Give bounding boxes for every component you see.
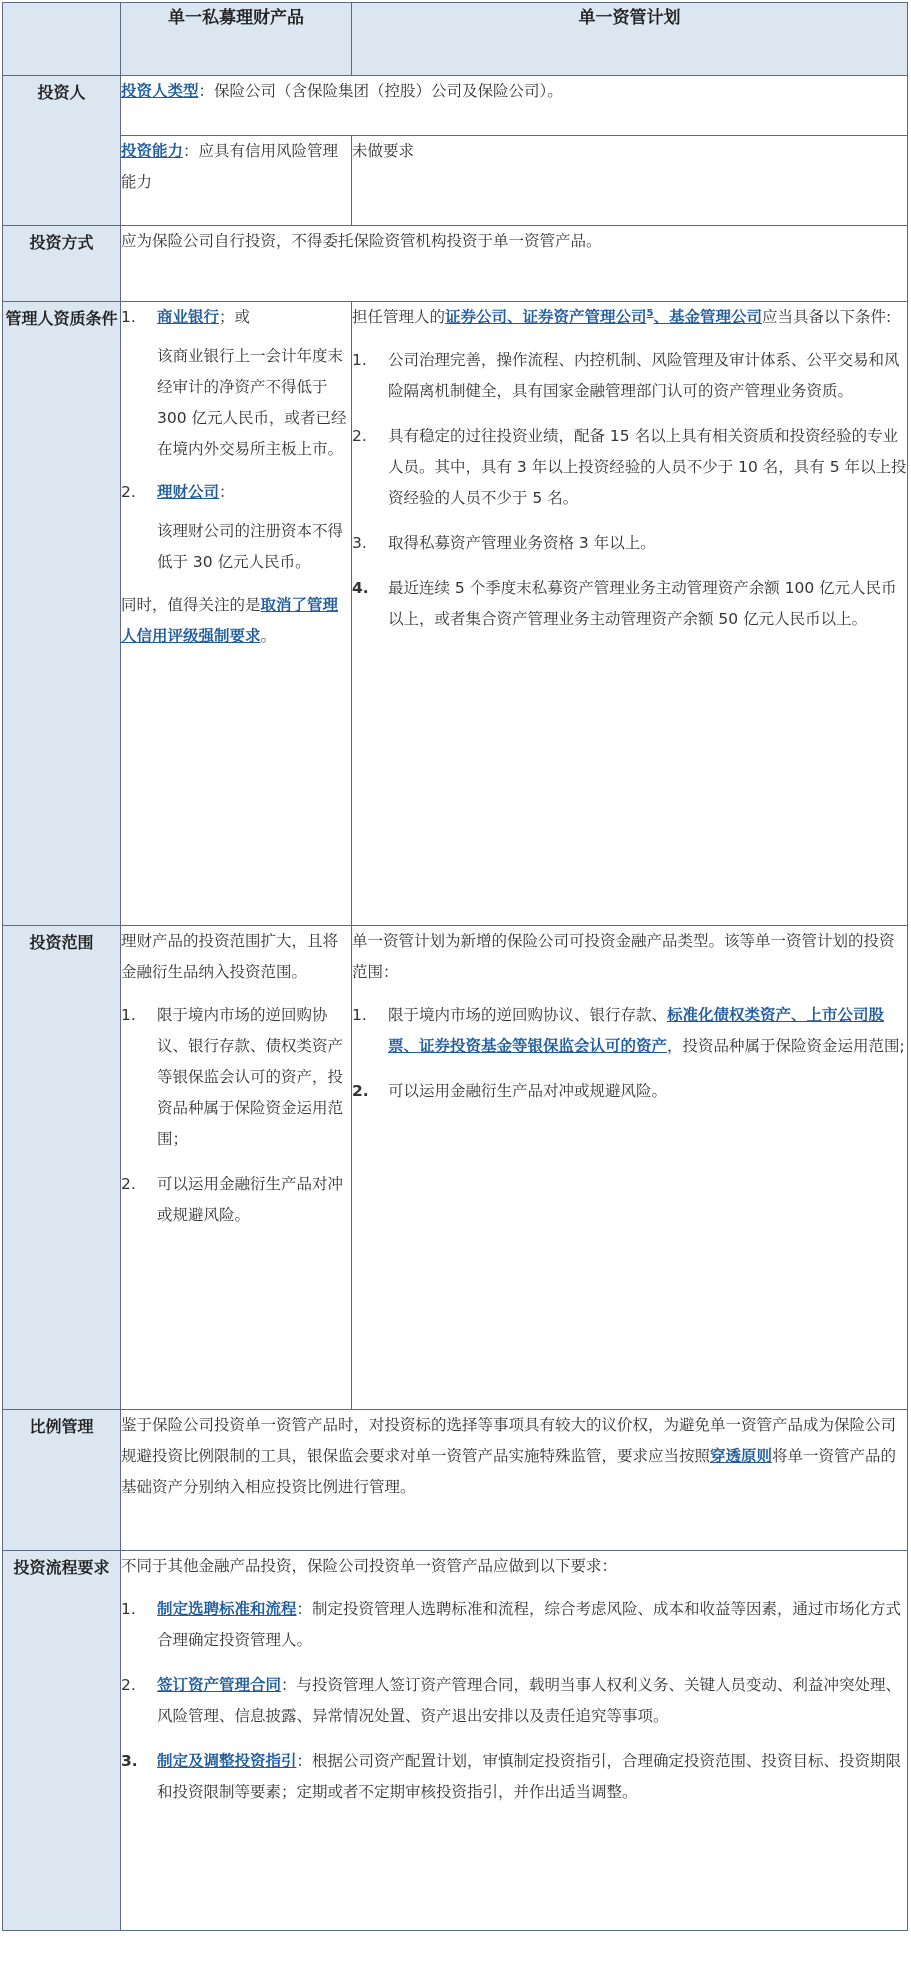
bank-detail: 该商业银行上一会计年度末经审计的净资产不得低于 300 亿元人民币，或者已经在境内外交易所主板上市。	[157, 347, 347, 458]
list-text	[157, 1670, 907, 1732]
list-number: 2.	[352, 1082, 369, 1100]
list-number: 2.	[121, 1676, 136, 1694]
ratio-text: 鉴于保险公司投资单一资管产品时，对投资标的选择等事项具有较大的议价权，为避免单一资管产品成为保险公司规避投资比例限制的工具，银保监会要求对单一资管产品实施特殊监管，要求应当按照	[121, 1416, 897, 1465]
investor-ability-text: ：应具有信用风险管理能力	[121, 142, 339, 191]
list-text	[157, 1594, 907, 1656]
list-number: 4.	[352, 579, 369, 597]
list-text: 最近连续 5 个季度末私募资产管理业务主动管理资产余额 100 亿元人民币以上，或者集合资产管理业务主动管理资产余额 50 亿元人民币以上。	[388, 579, 897, 628]
list-number: 1.	[121, 1600, 136, 1618]
list-text: 可以运用金融衍生产品对冲或规避风险。	[157, 1175, 344, 1224]
selection-standard-link[interactable]: 制定选聘标准和流程	[157, 1600, 297, 1618]
method-label: 投资方式	[3, 226, 121, 302]
investor-ability-row	[3, 136, 908, 226]
intro-text: 担任管理人的	[352, 308, 446, 326]
list-number: 2.	[352, 427, 367, 445]
process-list	[121, 1594, 907, 1808]
list-item	[352, 1000, 907, 1062]
investor-label: 投资人	[3, 76, 121, 226]
fund-manager-link[interactable]: 、基金管理公司	[653, 308, 763, 326]
list-text: 可以运用金融衍生产品对冲或规避风险。	[388, 1082, 668, 1100]
list-text	[157, 1746, 907, 1808]
wealth-company-link[interactable]: 理财公司	[157, 483, 220, 501]
scope-a-list	[121, 1000, 351, 1231]
list-number: 3.	[352, 534, 367, 552]
list-item	[121, 1169, 351, 1231]
list-item	[352, 528, 907, 559]
footnote-marker[interactable]: 5	[646, 307, 654, 319]
manager-label: 管理人资质条件	[3, 302, 121, 926]
list-item	[352, 1076, 907, 1107]
list-text	[388, 1000, 907, 1062]
scope-b-list	[352, 1000, 907, 1107]
ratio-row	[3, 1410, 908, 1551]
ratio-text-end: 将单一资管产品的基础资产分别纳入相应投资比例进行管理。	[121, 1447, 897, 1496]
penetration-principle-link[interactable]: 穿透原则	[710, 1447, 773, 1465]
scope-row	[3, 926, 908, 1410]
process-cell	[121, 1551, 908, 1931]
scope-label: 投资范围	[3, 926, 121, 1410]
list-suffix: ；或	[219, 308, 251, 326]
investor-row	[3, 76, 908, 136]
securities-link[interactable]: 证券公司、证券资产管理公司	[445, 308, 647, 326]
list-item	[352, 421, 907, 514]
method-row	[3, 226, 908, 302]
list-number: 2.	[121, 1175, 136, 1193]
manager-b-intro	[352, 302, 907, 333]
list-number: 1.	[352, 1006, 367, 1024]
list-item	[352, 573, 907, 635]
process-text: ：根据公司资产配置计划，审慎制定投资指引，合理确定投资范围、投资目标、投资期限和投资限制等要素；定期或者不定期审核投资指引，并作出适当调整。	[157, 1752, 902, 1801]
manager-a-item-1	[121, 302, 351, 465]
list-item	[121, 1746, 907, 1808]
list-item	[352, 345, 907, 407]
scope-b-intro: 单一资管计划为新增的保险公司可投资金融产品类型。该等单一资管计划的投资范围：	[352, 932, 895, 981]
investor-ability-link[interactable]: 投资能力	[121, 142, 184, 160]
header-corner	[3, 3, 121, 76]
investment-guide-link[interactable]: 制定及调整投资指引	[157, 1752, 297, 1770]
list-item	[121, 1594, 907, 1656]
investor-type-text: ：保险公司（含保险集团（控股）公司及保险公司）。	[198, 82, 563, 100]
list-suffix: ：	[219, 483, 235, 501]
header-row	[3, 3, 908, 76]
investor-type-cell	[121, 76, 908, 136]
list-item	[121, 1670, 907, 1732]
list-number: 2.	[121, 483, 136, 501]
manager-b-list	[352, 345, 907, 635]
method-text: 应为保险公司自行投资，不得委托保险资管机构投资于单一资管产品。	[121, 226, 908, 302]
scope-text-end: ，投资品种属于保险资金运用范围;	[667, 1037, 905, 1055]
bank-link[interactable]: 商业银行	[157, 308, 220, 326]
comparison-table	[2, 2, 908, 1931]
manager-cell-a	[121, 302, 352, 926]
note-text: 同时，值得关注的是	[121, 596, 261, 614]
process-text: ：制定投资管理人选聘标准和流程，综合考虑风险、成本和收益等因素，通过市场化方式合理确定投资管理人。	[157, 1600, 902, 1649]
wealth-company-detail: 该理财公司的注册资本不得低于 30 亿元人民币。	[157, 522, 344, 571]
investor-ability-cell-a	[121, 136, 352, 226]
list-number: 1.	[352, 351, 367, 369]
list-number: 1.	[121, 1006, 136, 1024]
list-text: 取得私募资产管理业务资格 3 年以上。	[388, 534, 656, 552]
investor-ability-cell-b: 未做要求	[352, 136, 908, 226]
manager-a-note	[121, 590, 351, 652]
list-text: 具有稳定的过往投资业绩，配备 15 名以上具有相关资质和投资经验的专业人员。其中，具有 3 年以上投资经验的人员不少于 10 名，具有 5 年以上投资经验的人员不少于 5 名。	[388, 427, 907, 507]
ratio-label: 比例管理	[3, 1410, 121, 1551]
process-text: ：与投资管理人签订资产管理合同，载明当事人权利义务、关键人员变动、利益冲突处理、风险管理、信息披露、异常情况处置、资产退出安排以及责任追究等事项。	[157, 1676, 902, 1725]
scope-a-intro: 理财产品的投资范围扩大，且将金融衍生品纳入投资范围。	[121, 932, 339, 981]
investor-type-link[interactable]: 投资人类型	[121, 82, 199, 100]
rating-requirement-link[interactable]: 取消了管理人信用评级强制要求	[121, 596, 339, 645]
header-col-b: 单一资管计划	[352, 3, 908, 76]
ratio-cell	[121, 1410, 908, 1551]
list-number: 1.	[121, 308, 136, 326]
manager-cell-b	[352, 302, 908, 926]
process-intro: 不同于其他金融产品投资，保险公司投资单一资管产品应做到以下要求：	[121, 1557, 618, 1575]
scope-cell-a	[121, 926, 352, 1410]
list-text: 公司治理完善，操作流程、内控机制、风险管理及审计体系、公平交易和风险隔离机制健全，具有国家金融管理部门认可的资产管理业务资质。	[388, 351, 900, 400]
manager-a-item-2	[121, 477, 351, 578]
note-text-end: 。	[260, 627, 277, 645]
intro-text-end: 应当具备以下条件:	[762, 308, 892, 326]
list-text: 限于境内市场的逆回购协议、银行存款、债权类资产等银保监会认可的资产，投资品种属于保险资金运用范围；	[157, 1006, 344, 1148]
process-row	[3, 1551, 908, 1931]
list-item	[121, 1000, 351, 1155]
standard-assets-link[interactable]: 标准化债权类资产、上市公司股票、证券投资基金等银保监会认可的资产	[388, 1006, 885, 1055]
list-number: 3.	[121, 1752, 138, 1770]
contract-link[interactable]: 签订资产管理合同	[157, 1676, 282, 1694]
process-label: 投资流程要求	[3, 1551, 121, 1931]
header-col-a: 单一私募理财产品	[121, 3, 352, 76]
manager-row	[3, 302, 908, 926]
scope-text: 限于境内市场的逆回购协议、银行存款、	[388, 1006, 668, 1024]
scope-cell-b	[352, 926, 908, 1410]
